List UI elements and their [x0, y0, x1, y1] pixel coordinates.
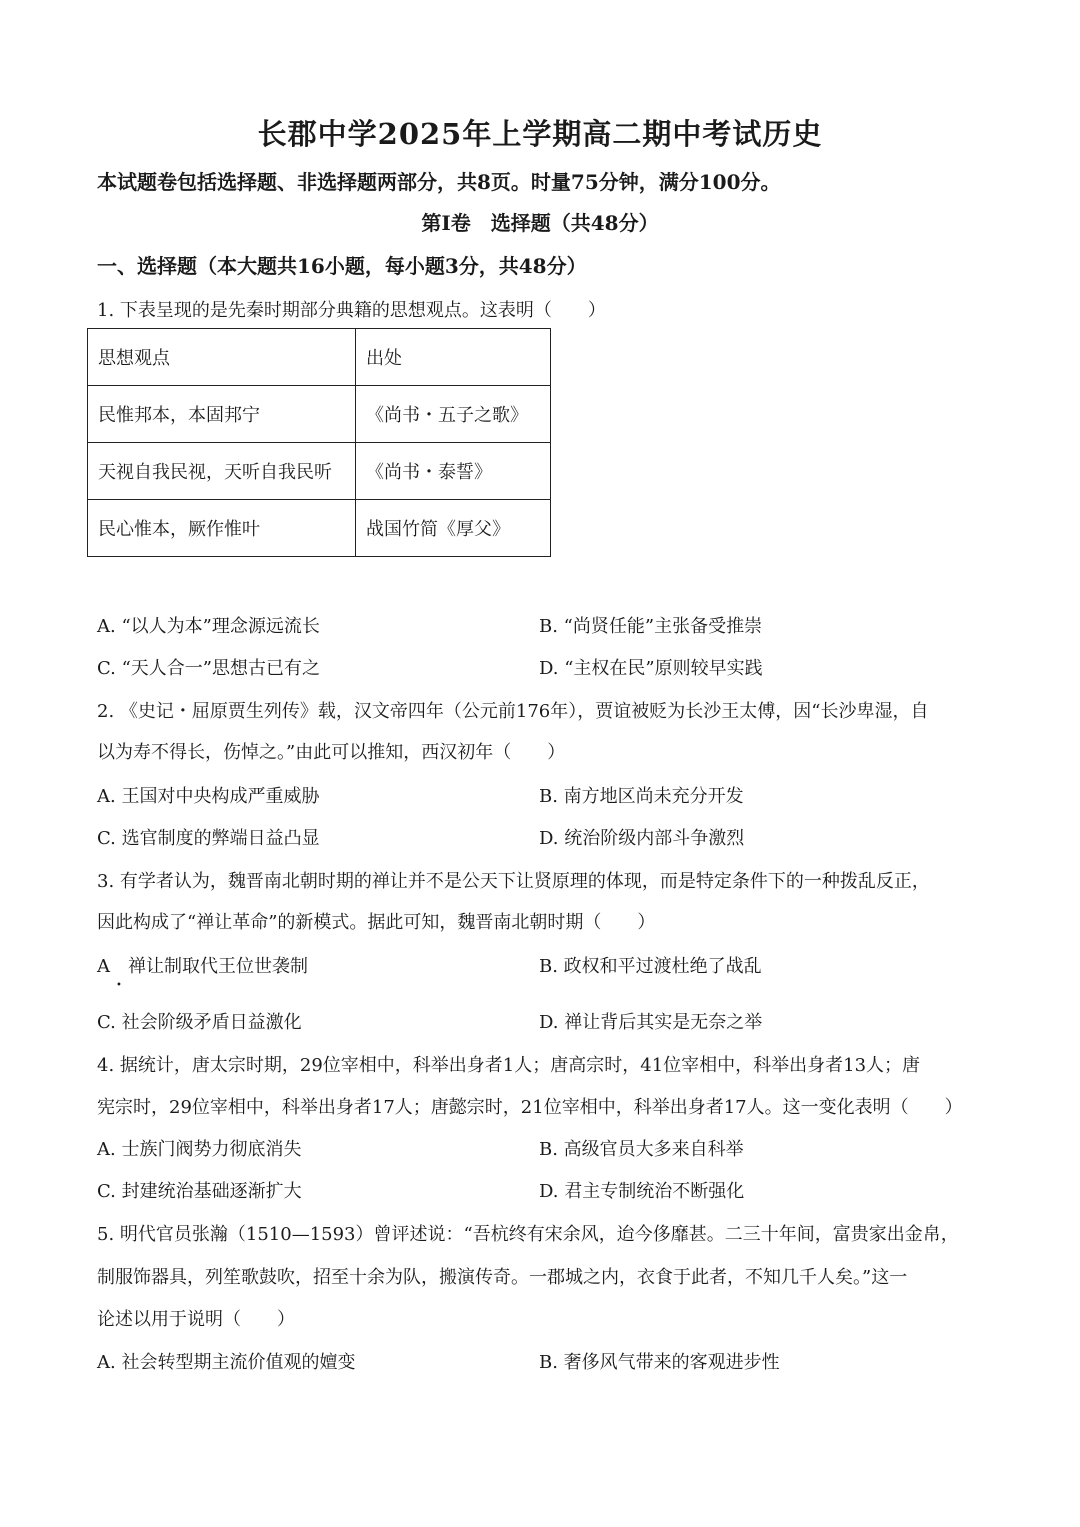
part-heading: 第Ⅰ卷 选择题（共48分）	[421, 211, 659, 235]
table-cell: 天视自我民视，天听自我民听	[88, 443, 356, 500]
q3-stem-line2: 因此构成了“禅让革命”的新模式。据此可知，魏晋南北朝时期（ ）	[97, 912, 656, 933]
table-row	[88, 500, 551, 557]
q2-stem-line1: 2. 《史记・屈原贾生列传》载，汉文帝四年（公元前176年），贾谊被贬为长沙王太傅，因“长沙卑湿，自	[97, 701, 929, 722]
q3-option-c: C. 社会阶级矛盾日益激化	[97, 1012, 302, 1033]
q3-option-b: B. 政权和平过渡杜绝了战乱	[539, 956, 762, 977]
table-cell: 《尚书・泰誓》	[356, 443, 551, 500]
q3-stem-line1: 3. 有学者认为，魏晋南北朝时期的禅让并不是公天下让贤原理的体现，而是特定条件下的一种拨乱反正，	[97, 871, 930, 892]
q1-option-d: D. “主权在民”原则较早实践	[539, 658, 763, 679]
q1-option-c: C. “天人合一”思想古已有之	[97, 658, 320, 679]
exam-title: 长郡中学2025年上学期高二期中考试历史	[257, 117, 823, 151]
table-cell: 民心惟本，厥作惟叶	[88, 500, 356, 557]
q1-option-b: B. “尚贤任能”主张备受推崇	[539, 616, 763, 637]
q4-option-d: D. 君主专制统治不断强化	[539, 1181, 745, 1202]
q5-stem-line3: 论述以用于说明（ ）	[97, 1309, 295, 1330]
exam-intro: 本试题卷包括选择题、非选择题两部分，共8页。时量75分钟，满分100分。	[97, 170, 781, 194]
q4-option-c: C. 封建统治基础逐渐扩大	[97, 1181, 302, 1202]
q2-option-d: D. 统治阶级内部斗争激烈	[539, 828, 745, 849]
table-header-cell: 思想观点	[88, 329, 356, 386]
q5-stem-line2: 制服饰器具，列笙歌鼓吹，招至十余为队，搬演传奇。一郡城之内，衣食于此者，不知几千人矣。”这一	[97, 1267, 908, 1288]
q4-option-a: A. 士族门阀势力彻底消失	[97, 1139, 302, 1160]
q3-option-a: A 禅让制取代王位世袭制	[97, 956, 308, 977]
q2-stem-line2: 以为寿不得长，伤悼之。”由此可以推知，西汉初年（ ）	[97, 742, 566, 763]
q5-stem-line1: 5. 明代官员张瀚（1510—1593）曾评述说：“吾杭终有宋余风，迨今侈靡甚。二三十年间，富贵家出金帛，	[97, 1224, 959, 1245]
table-row	[88, 386, 551, 443]
table-row	[88, 443, 551, 500]
table-cell: 民惟邦本，本固邦宁	[88, 386, 356, 443]
q4-stem-line1: 4. 据统计，唐太宗时期，29位宰相中，科举出身者1人；唐高宗时，41位宰相中，科举出身者13人；唐	[97, 1055, 921, 1076]
q5-option-a: A. 社会转型期主流价值观的嬗变	[97, 1352, 356, 1373]
table-cell: 战国竹简《厚父》	[356, 500, 551, 557]
table-header-cell: 出处	[356, 329, 551, 386]
q1-option-a: A. “以人为本”理念源远流长	[97, 616, 320, 637]
q2-option-b: B. 南方地区尚未充分开发	[539, 786, 744, 807]
q4-option-b: B. 高级官员大多来自科举	[539, 1139, 744, 1160]
table-header-row	[88, 329, 551, 386]
q1-source-table	[87, 328, 551, 557]
q3-option-d: D. 禅让背后其实是无奈之举	[539, 1012, 763, 1033]
table-cell: 《尚书・五子之歌》	[356, 386, 551, 443]
stray-dot: •	[116, 980, 122, 991]
q1-stem: 1. 下表呈现的是先秦时期部分典籍的思想观点。这表明（ ）	[97, 300, 606, 321]
q4-stem-line2: 宪宗时，29位宰相中，科举出身者17人；唐懿宗时，21位宰相中，科举出身者17人。这一变化表明（ ）	[97, 1097, 963, 1118]
section-heading: 一、选择题（本大题共16小题，每小题3分，共48分）	[97, 254, 587, 278]
q2-option-c: C. 选官制度的弊端日益凸显	[97, 828, 320, 849]
q5-option-b: B. 奢侈风气带来的客观进步性	[539, 1352, 780, 1373]
q2-option-a: A. 王国对中央构成严重威胁	[97, 786, 320, 807]
